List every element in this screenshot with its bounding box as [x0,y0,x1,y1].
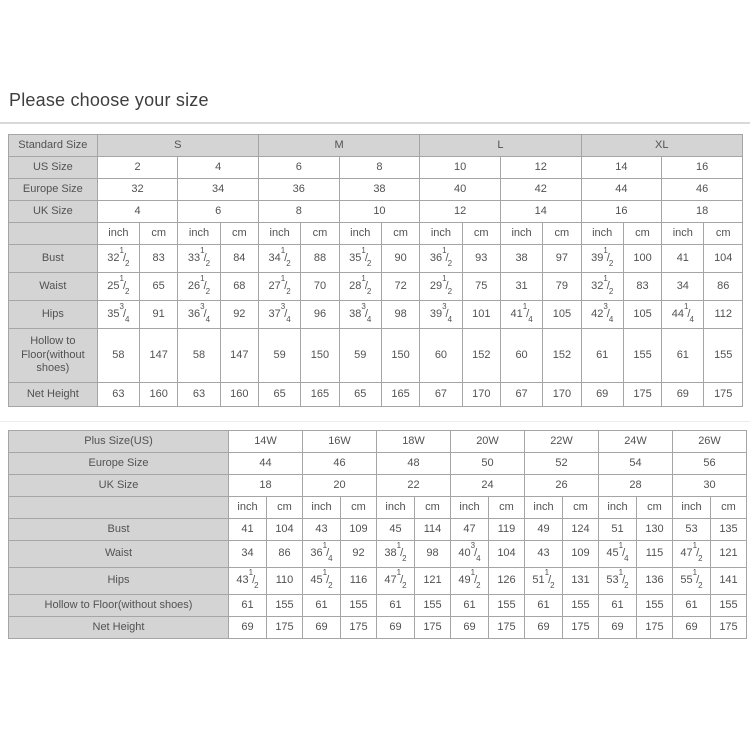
value-cell: 18 [662,201,743,223]
value-cell: 61 [581,329,623,383]
value-cell: 16W [303,431,377,453]
value-cell: 155 [489,595,525,617]
table-row [9,223,743,245]
value-cell: 58 [178,329,220,383]
value-cell: 135 [711,519,747,541]
row-label: Net Height [9,383,98,407]
value-cell: 104 [489,541,525,568]
value-cell: $40^3/_4$ [451,541,489,568]
value-cell: 69 [599,617,637,639]
value-cell: 98 [381,301,419,329]
row-label [9,223,98,245]
value-cell: $37^3/_4$ [258,301,300,329]
unit-header-cell: cm [220,223,258,245]
unit-header-cell: inch [420,223,462,245]
row-label [9,497,229,519]
value-cell: 2 [97,157,178,179]
row-label: Plus Size(US) [9,431,229,453]
value-cell: 170 [543,383,581,407]
value-cell: 60 [420,329,462,383]
value-cell: 46 [303,453,377,475]
value-cell: 115 [637,541,673,568]
value-cell: 59 [339,329,381,383]
table-row [9,431,747,453]
value-cell: $53^1/_2$ [599,568,637,595]
unit-header-cell: cm [140,223,178,245]
value-cell: 14W [229,431,303,453]
unit-header-cell: inch [525,497,563,519]
page-title: Please choose your size [9,90,209,110]
value-cell: 136 [637,568,673,595]
value-cell: 67 [420,383,462,407]
unit-header-cell: cm [381,223,419,245]
row-label: Europe Size [9,453,229,475]
value-cell: 152 [462,329,500,383]
value-cell: 141 [711,568,747,595]
value-cell: 61 [377,595,415,617]
value-cell: 6 [258,157,339,179]
value-cell: $44^1/_4$ [662,301,704,329]
unit-header-cell: cm [704,223,743,245]
value-cell: 42 [500,179,581,201]
value-cell: 165 [301,383,339,407]
value-cell: 104 [267,519,303,541]
value-cell: 28 [599,475,673,497]
value-cell: 93 [462,245,500,273]
value-cell: $35^3/_4$ [97,301,139,329]
value-cell: 58 [97,329,139,383]
value-cell: 69 [673,617,711,639]
value-cell: $36^1/_2$ [420,245,462,273]
unit-header-cell: cm [341,497,377,519]
value-cell: 105 [623,301,661,329]
value-cell: 104 [704,245,743,273]
table-row [9,453,747,475]
value-cell: 14 [581,157,662,179]
value-cell: 22W [525,431,599,453]
row-label: Europe Size [9,179,98,201]
table-row [9,595,747,617]
unit-header-cell: cm [267,497,303,519]
unit-header-cell: inch [97,223,139,245]
value-cell: 98 [415,541,451,568]
size-group-header: XL [581,135,742,157]
table-row [9,568,747,595]
row-label: US Size [9,157,98,179]
value-cell: 10 [420,157,501,179]
value-cell: $47^1/_2$ [377,568,415,595]
value-cell: 16 [581,201,662,223]
unit-header-cell: inch [673,497,711,519]
value-cell: $36^1/_4$ [303,541,341,568]
value-cell: $27^1/_2$ [258,273,300,301]
value-cell: 48 [377,453,451,475]
value-cell: 49 [525,519,563,541]
unit-header-cell: inch [258,223,300,245]
unit-header-cell: inch [662,223,704,245]
value-cell: 101 [462,301,500,329]
value-cell: 34 [662,273,704,301]
value-cell: 175 [267,617,303,639]
row-label: Net Height [9,617,229,639]
value-cell: $45^1/_2$ [303,568,341,595]
value-cell: 155 [341,595,377,617]
value-cell: 36 [258,179,339,201]
value-cell: $39^3/_4$ [420,301,462,329]
value-cell: 165 [381,383,419,407]
value-cell: 83 [140,245,178,273]
value-cell: 114 [415,519,451,541]
value-cell: 69 [662,383,704,407]
value-cell: 20 [303,475,377,497]
value-cell: $47^1/_2$ [673,541,711,568]
value-cell: 175 [637,617,673,639]
value-cell: 51 [599,519,637,541]
unit-header-cell: cm [489,497,525,519]
unit-header-cell: cm [301,223,339,245]
value-cell: $39^1/_2$ [581,245,623,273]
table-row [9,617,747,639]
row-label: Hips [9,301,98,329]
value-cell: $34^1/_2$ [258,245,300,273]
value-cell: 26W [673,431,747,453]
value-cell: 14 [500,201,581,223]
value-cell: 44 [229,453,303,475]
value-cell: 43 [525,541,563,568]
value-cell: 110 [267,568,303,595]
value-cell: 63 [178,383,220,407]
value-cell: 152 [543,329,581,383]
value-cell: 6 [178,201,259,223]
value-cell: 109 [563,541,599,568]
value-cell: 175 [623,383,661,407]
value-cell: 84 [220,245,258,273]
value-cell: 26 [525,475,599,497]
value-cell: 56 [673,453,747,475]
value-cell: $51^1/_2$ [525,568,563,595]
value-cell: 69 [303,617,341,639]
value-cell: $35^1/_2$ [339,245,381,273]
unit-header-cell: cm [415,497,451,519]
unit-header-cell: cm [543,223,581,245]
value-cell: $38^3/_4$ [339,301,381,329]
value-cell: 32 [97,179,178,201]
value-cell: $29^1/_2$ [420,273,462,301]
unit-header-cell: inch [377,497,415,519]
value-cell: 69 [525,617,563,639]
value-cell: 155 [711,595,747,617]
value-cell: 20W [451,431,525,453]
unit-header-cell: cm [623,223,661,245]
value-cell: 92 [220,301,258,329]
value-cell: 175 [415,617,451,639]
value-cell: 160 [140,383,178,407]
value-cell: $28^1/_2$ [339,273,381,301]
value-cell: 24 [451,475,525,497]
value-cell: 97 [543,245,581,273]
value-cell: 69 [451,617,489,639]
row-label: UK Size [9,475,229,497]
value-cell: 175 [711,617,747,639]
value-cell: 40 [420,179,501,201]
value-cell: 61 [525,595,563,617]
value-cell: 155 [563,595,599,617]
table-row [9,383,743,407]
value-cell: $26^1/_2$ [178,273,220,301]
value-cell: 18W [377,431,451,453]
value-cell: 43 [303,519,341,541]
value-cell: 24W [599,431,673,453]
value-cell: 116 [341,568,377,595]
value-cell: 175 [563,617,599,639]
value-cell: 119 [489,519,525,541]
value-cell: 52 [525,453,599,475]
value-cell: $32^1/_2$ [97,245,139,273]
unit-header-cell: cm [637,497,673,519]
row-label: Waist [9,273,98,301]
value-cell: $32^1/_2$ [581,273,623,301]
value-cell: $43^1/_2$ [229,568,267,595]
table-row [9,329,743,383]
value-cell: 69 [229,617,267,639]
row-label: Bust [9,519,229,541]
value-cell: 130 [637,519,673,541]
value-cell: 88 [301,245,339,273]
table-row [9,135,743,157]
value-cell: 150 [381,329,419,383]
title-divider [0,122,750,124]
value-cell: 54 [599,453,673,475]
value-cell: 112 [704,301,743,329]
value-cell: 44 [581,179,662,201]
value-cell: 12 [420,201,501,223]
size-group-header: L [420,135,581,157]
section-divider [0,421,750,422]
value-cell: 86 [267,541,303,568]
unit-header-cell: inch [451,497,489,519]
table-row [9,301,743,329]
table-row [9,157,743,179]
value-cell: 121 [711,541,747,568]
value-cell: 65 [339,383,381,407]
value-cell: 65 [258,383,300,407]
value-cell: 121 [415,568,451,595]
value-cell: 90 [381,245,419,273]
value-cell: $41^1/_4$ [500,301,542,329]
value-cell: 68 [220,273,258,301]
unit-header-cell: inch [303,497,341,519]
value-cell: 67 [500,383,542,407]
value-cell: 61 [451,595,489,617]
value-cell: 63 [97,383,139,407]
row-label: Hips [9,568,229,595]
row-label: Bust [9,245,98,273]
value-cell: $36^3/_4$ [178,301,220,329]
unit-header-cell: inch [581,223,623,245]
row-label: UK Size [9,201,98,223]
unit-header-cell: inch [229,497,267,519]
size-group-header: M [258,135,419,157]
value-cell: 61 [303,595,341,617]
value-cell: 69 [581,383,623,407]
value-cell: $25^1/_2$ [97,273,139,301]
value-cell: 96 [301,301,339,329]
size-group-header: S [97,135,258,157]
value-cell: 18 [229,475,303,497]
value-cell: 147 [220,329,258,383]
row-label: Standard Size [9,135,98,157]
value-cell: 131 [563,568,599,595]
value-cell: 155 [267,595,303,617]
value-cell: 65 [140,273,178,301]
table-row [9,201,743,223]
plus-size-table [8,430,747,639]
value-cell: 126 [489,568,525,595]
value-cell: 105 [543,301,581,329]
value-cell: 170 [462,383,500,407]
unit-header-cell: inch [500,223,542,245]
table-row [9,475,747,497]
table-row [9,497,747,519]
value-cell: 86 [704,273,743,301]
value-cell: 124 [563,519,599,541]
value-cell: 8 [258,201,339,223]
value-cell: 155 [637,595,673,617]
table-row [9,541,747,568]
value-cell: 45 [377,519,415,541]
value-cell: 155 [704,329,743,383]
value-cell: 61 [599,595,637,617]
row-label: Hollow to Floor(without shoes) [9,329,98,383]
value-cell: 53 [673,519,711,541]
value-cell: 38 [339,179,420,201]
value-cell: $49^1/_2$ [451,568,489,595]
value-cell: 22 [377,475,451,497]
value-cell: 38 [500,245,542,273]
value-cell: 61 [662,329,704,383]
value-cell: 8 [339,157,420,179]
value-cell: 83 [623,273,661,301]
value-cell: 60 [500,329,542,383]
value-cell: 75 [462,273,500,301]
value-cell: 160 [220,383,258,407]
table-row [9,519,747,541]
value-cell: $33^1/_2$ [178,245,220,273]
value-cell: 41 [662,245,704,273]
standard-size-table [8,134,743,407]
row-label: Waist [9,541,229,568]
value-cell: 79 [543,273,581,301]
value-cell: 61 [229,595,267,617]
value-cell: 47 [451,519,489,541]
value-cell: 16 [662,157,743,179]
value-cell: 175 [704,383,743,407]
unit-header-cell: inch [339,223,381,245]
value-cell: 175 [489,617,525,639]
value-cell: 4 [97,201,178,223]
value-cell: 100 [623,245,661,273]
table-row [9,179,743,201]
value-cell: 61 [673,595,711,617]
value-cell: $45^1/_4$ [599,541,637,568]
value-cell: 147 [140,329,178,383]
value-cell: 155 [623,329,661,383]
table-row [9,245,743,273]
value-cell: 12 [500,157,581,179]
value-cell: 175 [341,617,377,639]
unit-header-cell: inch [599,497,637,519]
value-cell: $38^1/_2$ [377,541,415,568]
value-cell: 59 [258,329,300,383]
table-row [9,273,743,301]
value-cell: 155 [415,595,451,617]
value-cell: 69 [377,617,415,639]
value-cell: 34 [229,541,267,568]
unit-header-cell: cm [563,497,599,519]
value-cell: 46 [662,179,743,201]
value-cell: 109 [341,519,377,541]
value-cell: 91 [140,301,178,329]
value-cell: 50 [451,453,525,475]
value-cell: 150 [301,329,339,383]
value-cell: $42^3/_4$ [581,301,623,329]
value-cell: 10 [339,201,420,223]
value-cell: 70 [301,273,339,301]
value-cell: $55^1/_2$ [673,568,711,595]
row-label: Hollow to Floor(without shoes) [9,595,229,617]
unit-header-cell: cm [462,223,500,245]
value-cell: 41 [229,519,267,541]
value-cell: 92 [341,541,377,568]
value-cell: 30 [673,475,747,497]
value-cell: 4 [178,157,259,179]
value-cell: 72 [381,273,419,301]
unit-header-cell: cm [711,497,747,519]
value-cell: 34 [178,179,259,201]
unit-header-cell: inch [178,223,220,245]
value-cell: 31 [500,273,542,301]
